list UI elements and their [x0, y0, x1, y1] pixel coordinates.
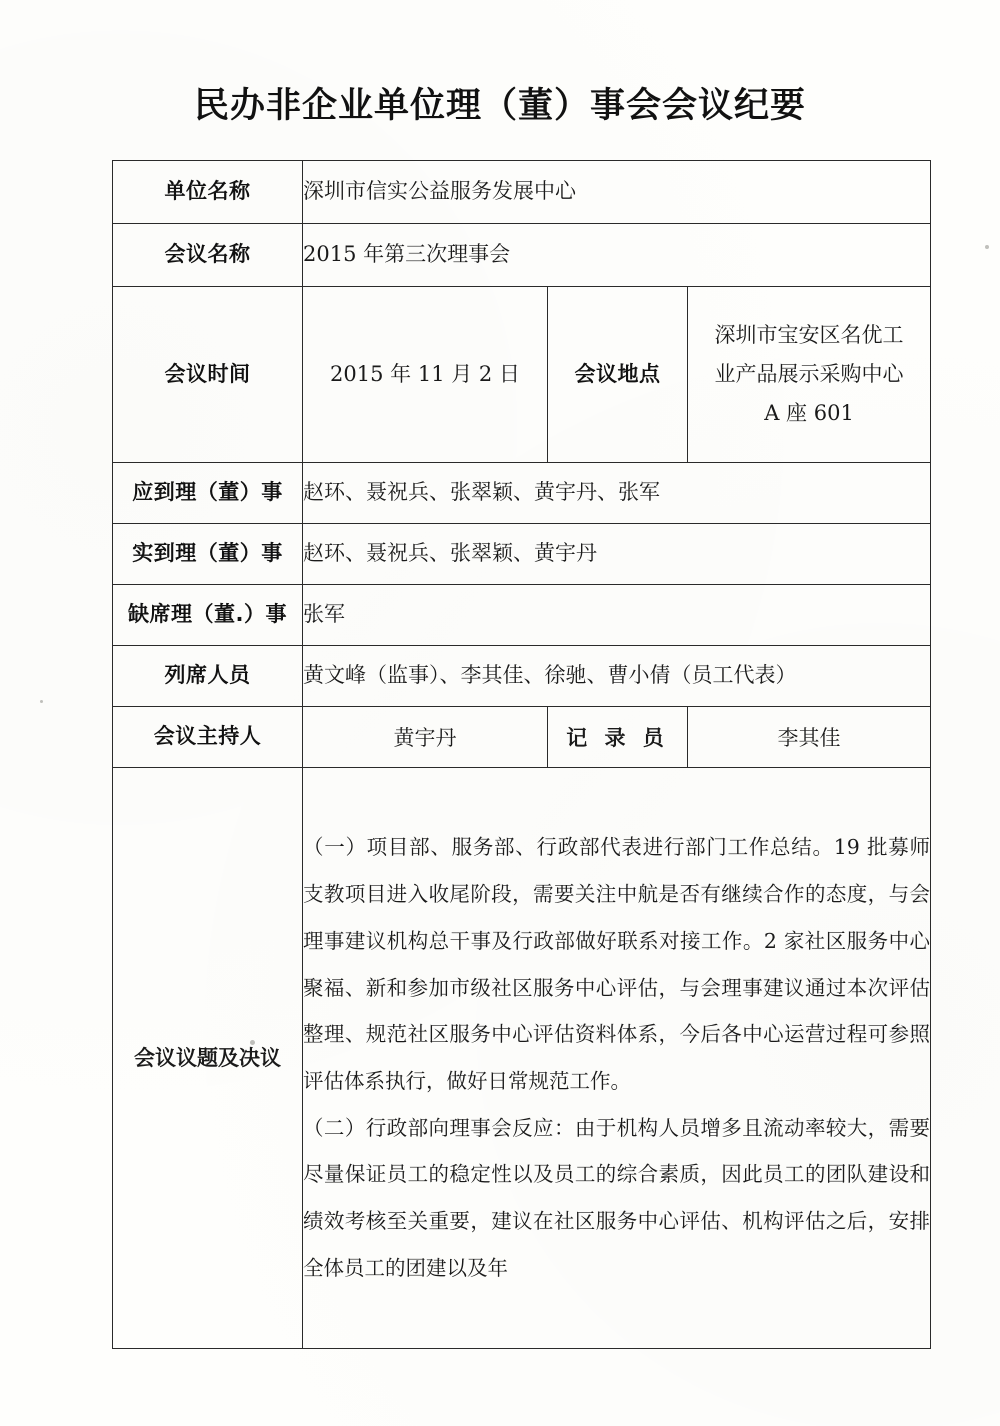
meeting-place-line-1: 深圳市宝安区名优工 — [714, 323, 904, 348]
scan-speck — [985, 245, 989, 249]
table-row — [113, 646, 931, 707]
meeting-name-label: 会议名称 — [113, 224, 303, 287]
agenda-content — [303, 768, 931, 1349]
meeting-minutes-table — [112, 160, 931, 1349]
table-row — [113, 287, 931, 463]
agenda-label: 会议议题及决议 — [113, 768, 303, 1349]
attendees-value: 黄文峰（监事）、李其佳、徐驰、曹小倩（员工代表） — [303, 646, 931, 707]
meeting-time-value: 2015 年 11 月 2 日 — [303, 287, 548, 463]
actual-directors-label: 实到理（董）事 — [113, 524, 303, 585]
absent-directors-label: 缺席理（董.）事 — [113, 585, 303, 646]
meeting-name-value: 2015 年第三次理事会 — [303, 224, 931, 287]
page-title: 民办非企业单位理（董）事会会议纪要 — [193, 86, 806, 126]
table-row — [113, 585, 931, 646]
table-row — [113, 224, 931, 287]
attendees-label: 列席人员 — [113, 646, 303, 707]
absent-directors-value: 张军 — [303, 585, 931, 646]
host-label: 会议主持人 — [113, 707, 303, 768]
meeting-time-label: 会议时间 — [113, 287, 303, 463]
meeting-place-line-3: A 座 601 — [764, 400, 854, 425]
expected-directors-value: 赵环、聂祝兵、张翠颖、黄宇丹、张军 — [303, 463, 931, 524]
table-row — [113, 161, 931, 224]
table-row — [113, 463, 931, 524]
recorder-value: 李其佳 — [688, 707, 931, 768]
actual-directors-value: 赵环、聂祝兵、张翠颖、黄宇丹 — [303, 524, 931, 585]
unit-name-value: 深圳市信实公益服务发展中心 — [303, 161, 931, 224]
scan-speck — [40, 700, 43, 703]
meeting-place-value — [688, 287, 931, 463]
table-row — [113, 768, 931, 1349]
agenda-paragraph-2: （二）行政部向理事会反应：由于机构人员增多且流动率较大，需要尽量保证员工的稳定性以及员工的综合素质，因此员工的团队建设和绩效考核至关重要，建议在社区服务中心评估、机构评估之后，安排全体员工的团建以及年 — [303, 1115, 931, 1280]
unit-name-label: 单位名称 — [113, 161, 303, 224]
agenda-paragraph-1: （一）项目部、服务部、行政部代表进行部门工作总结。19 批募师支教项目进入收尾阶段，需要关注中航是否有继续合作的态度，与会理事建议机构总干事及行政部做好联系对接工作。2 家社区服务中心聚福、新和参加市级社区服务中心评估，与会理事建议通过本次评估整理、规范社区服务中心评估资料体系，今后各中心运营过程可参照评估体系执行，做好日常规范工作。 — [303, 835, 931, 1093]
expected-directors-label: 应到理（董）事 — [113, 463, 303, 524]
table-row — [113, 524, 931, 585]
meeting-place-line-2: 业产品展示采购中心 — [714, 362, 904, 387]
meeting-place-label: 会议地点 — [548, 287, 688, 463]
recorder-label: 记 录 员 — [548, 707, 688, 768]
host-value: 黄宇丹 — [303, 707, 548, 768]
table-row — [113, 707, 931, 768]
